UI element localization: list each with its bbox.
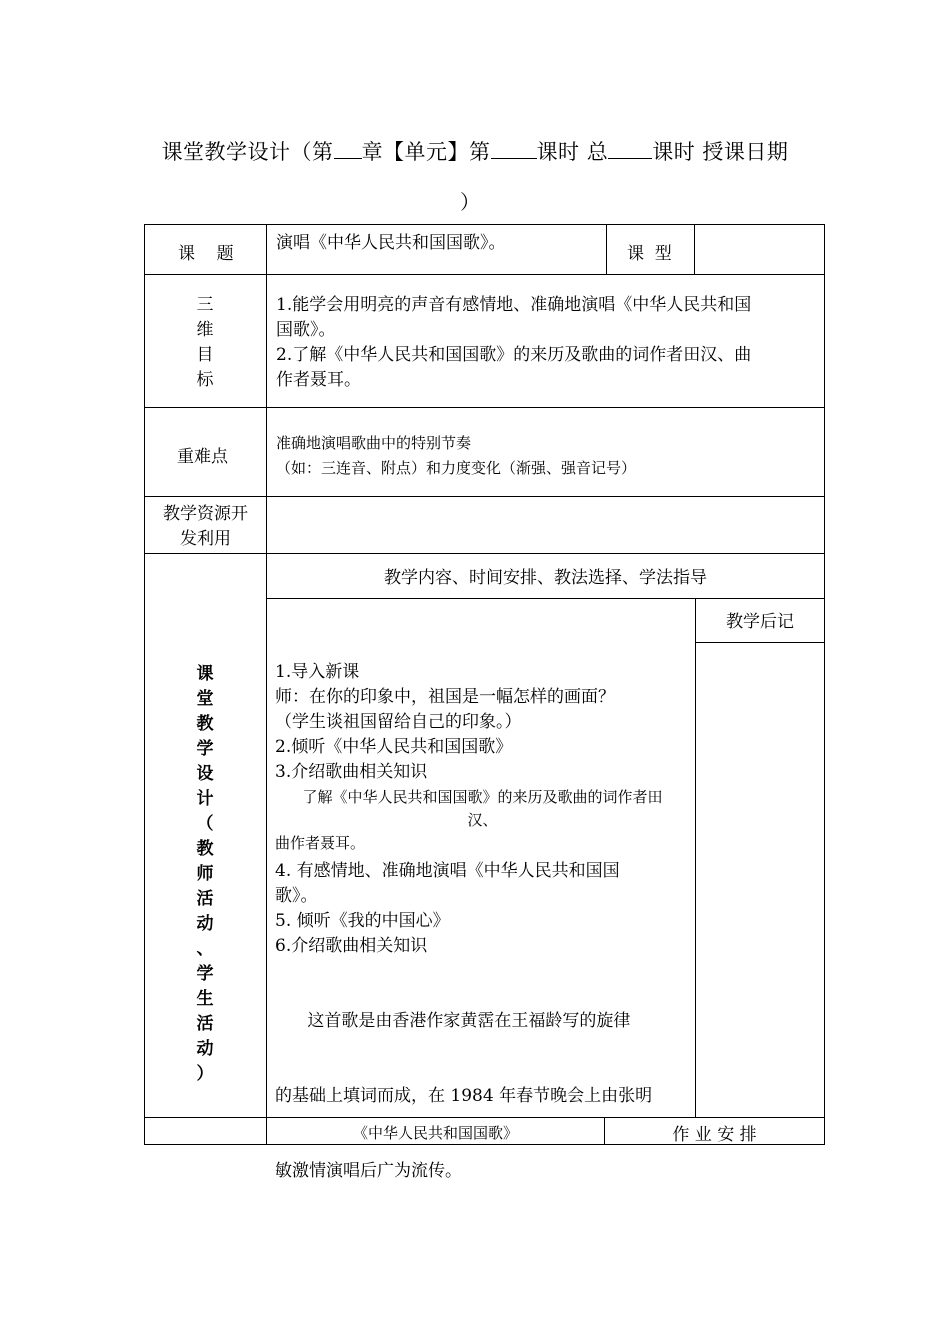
side-label-char: 教 <box>196 839 214 859</box>
key-point-line: 准确地演唱歌曲中的特别节奏 <box>276 434 472 452</box>
goals-label-char: 目 <box>196 345 214 365</box>
lesson-line: 5. 倾听《我的中国心》 <box>275 911 450 931</box>
song-background <box>275 786 690 855</box>
lesson-line: 4. 有感情地、准确地演唱《中华人民共和国国 <box>275 861 620 881</box>
table-border-right <box>824 224 825 1145</box>
side-label-char: 计 <box>196 789 214 809</box>
side-label-char: 活 <box>196 889 214 909</box>
goal-line: 国歌》。 <box>276 320 336 340</box>
lesson-steps-2 <box>275 859 690 959</box>
row-divider <box>144 274 825 275</box>
side-label-char: 、 <box>196 939 214 959</box>
paragraph-line: 敏激情演唱后广为流传。 <box>275 1161 462 1181</box>
row-divider <box>144 407 825 408</box>
side-label-char: 堂 <box>196 689 214 709</box>
side-label-char: 教 <box>196 714 214 734</box>
table-border-left <box>144 224 145 1145</box>
lesson-line: 3.介绍歌曲相关知识 <box>275 762 428 782</box>
column-divider <box>266 224 267 1145</box>
side-label-char: ） <box>196 1064 214 1084</box>
side-label-char: 师 <box>196 864 214 884</box>
page-title <box>0 136 950 166</box>
resources-label-line: 教学资源开 <box>163 504 248 524</box>
column-divider <box>606 224 607 274</box>
topic-label: 课 题 <box>178 244 234 264</box>
side-label-char: 学 <box>196 739 214 759</box>
table-border-top <box>144 224 825 225</box>
paragraph-line: 的基础上填词而成，在 1984 年春节晚会上由张明 <box>275 1086 653 1106</box>
lesson-line: 1.导入新课 <box>275 662 360 682</box>
goal-line: 作者聂耳。 <box>276 370 361 390</box>
key-points-label: 重难点 <box>177 447 228 467</box>
column-divider <box>695 598 696 1117</box>
footer-song-title: 《中华人民共和国国歌》 <box>352 1124 518 1142</box>
design-side-label <box>190 662 220 1087</box>
blank-chapter <box>334 140 362 159</box>
song-paragraph <box>275 959 693 1209</box>
row-divider <box>695 642 825 643</box>
goals-text <box>276 293 821 393</box>
side-label-char: 课 <box>196 664 214 684</box>
notes-header: 教学后记 <box>726 612 794 632</box>
row-divider <box>144 496 825 497</box>
paragraph-line: 这首歌是由香港作家黄霑在王福龄写的旋律 <box>275 1011 631 1031</box>
side-label-char: （ <box>196 814 214 834</box>
title-close-paren: ） <box>460 190 480 214</box>
row-divider <box>144 553 825 554</box>
lesson-line: 2.倾听《中华人民共和国国歌》 <box>275 737 513 757</box>
side-label-char: 学 <box>196 964 214 984</box>
small-line: 了解《中华人民共和国国歌》的来历及歌曲的词作者田 <box>302 788 663 806</box>
side-label-char: 设 <box>196 764 214 784</box>
side-label-char: 生 <box>196 989 214 1009</box>
goals-label-char: 维 <box>196 320 214 340</box>
goals-label-char: 三 <box>196 295 214 315</box>
content-header: 教学内容、时间安排、教法选择、学法指导 <box>384 568 707 588</box>
row-divider <box>266 598 825 599</box>
type-label: 课 型 <box>627 244 672 264</box>
title-part-1: 课堂教学设计（第 <box>161 140 334 164</box>
resources-label-line: 发利用 <box>180 529 231 549</box>
side-label-char: 动 <box>196 914 214 934</box>
blank-total <box>608 140 652 159</box>
lesson-line: 歌》。 <box>275 886 318 906</box>
topic-value: 演唱《中华人民共和国国歌》。 <box>276 233 506 253</box>
side-label-char: 活 <box>196 1014 214 1034</box>
title-part-3: 课时 总 <box>536 140 609 164</box>
side-label-char: 动 <box>196 1039 214 1059</box>
title-part-4: 课时 授课日期 <box>652 140 789 164</box>
homework-label: 作 业 安 排 <box>672 1125 757 1145</box>
goals-label <box>190 293 220 393</box>
title-part-2: 章【单元】第 <box>361 140 491 164</box>
goal-line: 1.能学会用明亮的声音有感情地、准确地演唱《中华人民共和国 <box>276 295 752 315</box>
blank-lesson <box>491 140 537 159</box>
column-divider <box>694 224 695 274</box>
lesson-steps <box>275 660 690 785</box>
lesson-line: （学生谈祖国留给自己的印象。） <box>275 712 522 732</box>
small-line: 曲作者聂耳。 <box>275 834 366 852</box>
goal-line: 2.了解《中华人民共和国国歌》的来历及歌曲的词作者田汉、曲 <box>276 345 752 365</box>
small-line: 汉、 <box>467 811 498 829</box>
key-point-line: （如：三连音、附点）和力度变化（渐强、强音记号） <box>276 459 637 477</box>
lesson-line: 6.介绍歌曲相关知识 <box>275 936 428 956</box>
lesson-line: 师：在你的印象中，祖国是一幅怎样的画面？ <box>275 687 615 707</box>
goals-label-char: 标 <box>196 370 214 390</box>
key-points-text <box>276 431 636 481</box>
resources-label <box>146 502 265 552</box>
